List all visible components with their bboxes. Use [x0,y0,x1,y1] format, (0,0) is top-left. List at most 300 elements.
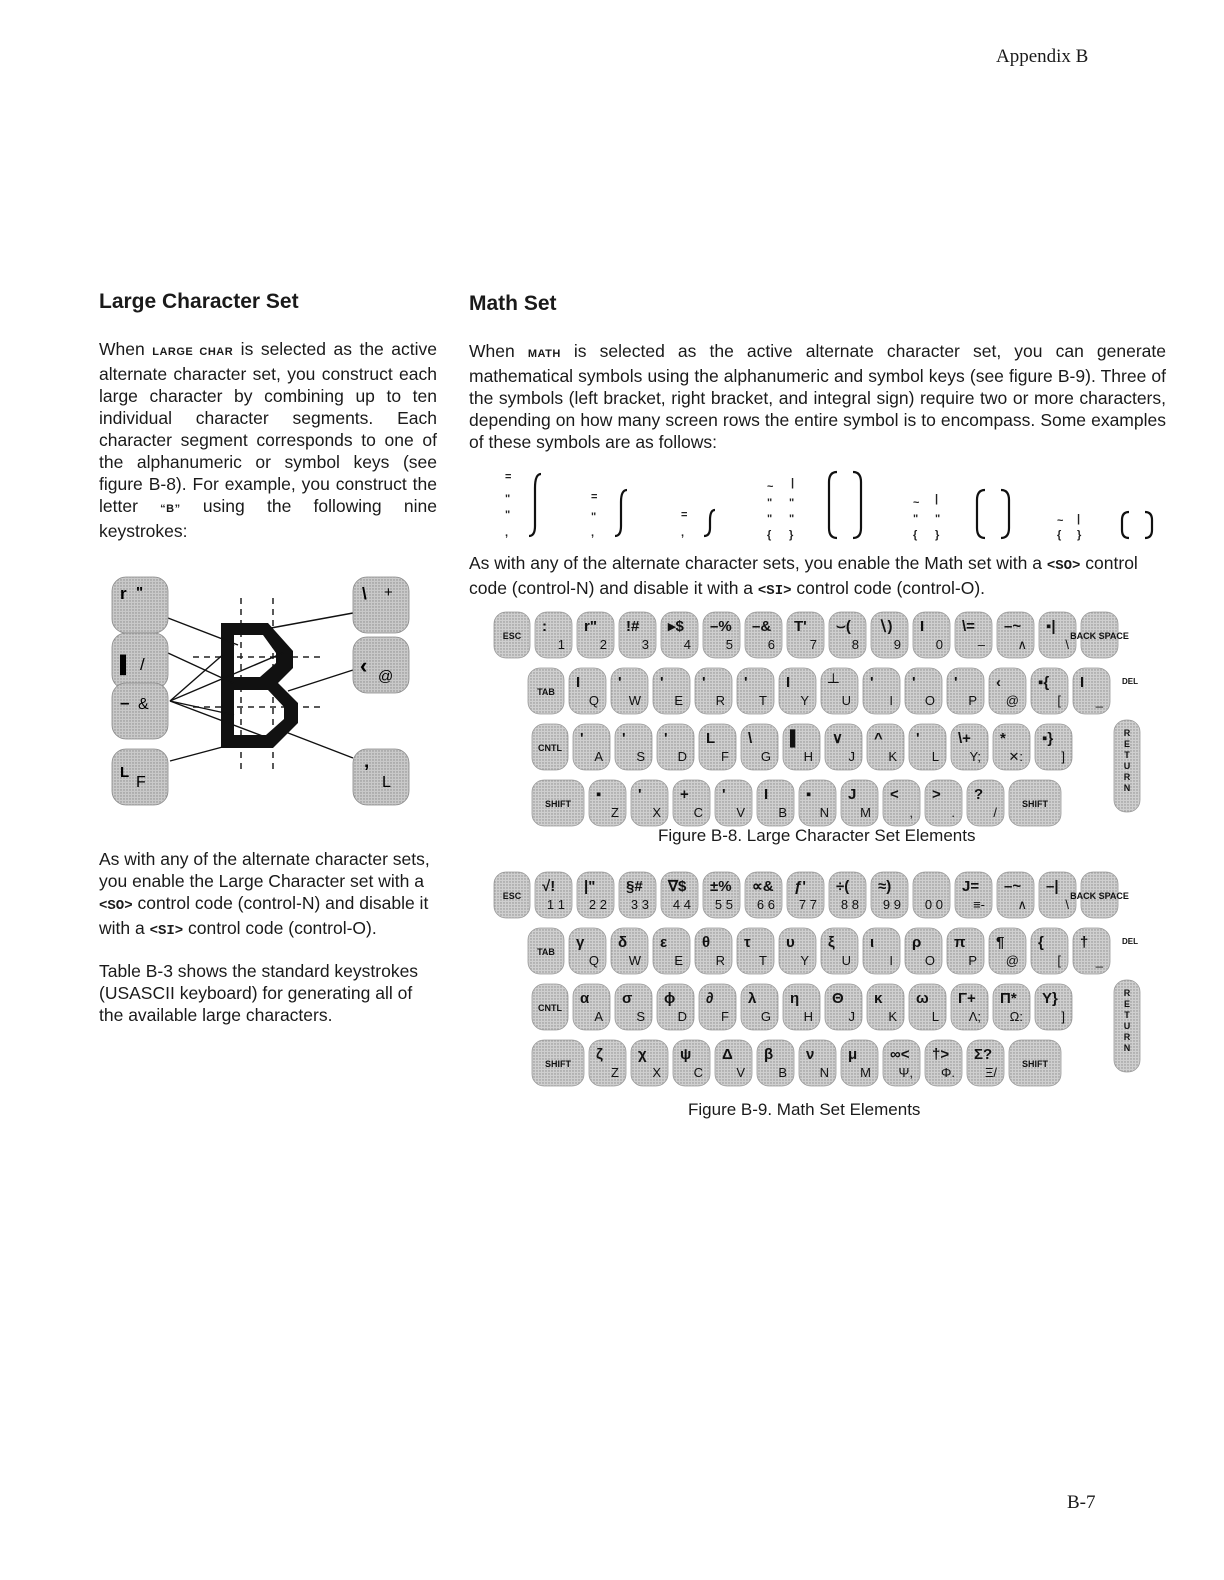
key-tab [528,928,564,974]
key-y [779,928,816,974]
key-glyph: D [677,1009,687,1024]
key-3-3 [619,872,656,918]
right-bracket-3-row [1001,490,1009,538]
key-glyph: 7 7 [798,897,817,912]
key-] [1035,984,1072,1030]
key-glyph: T [759,953,767,968]
return-letter: R [1123,988,1131,998]
key-glyph: 3 [641,637,649,652]
key-d [657,724,694,770]
b-key-at [353,637,409,693]
integral-2-row [704,510,715,536]
key-glyph: L [382,774,391,791]
math-set-keyboard [494,872,1154,1080]
key-glyph: ∇$ [668,878,687,895]
key-glyph: ∧ [1017,897,1027,912]
key-glyph: R [715,693,725,708]
key-glyph: Σ? [974,1046,993,1063]
key-glyph: –% [710,618,732,635]
key-6 [745,612,782,658]
page-number: B-7 [1067,1492,1096,1513]
key-glyph: @ [1005,953,1019,968]
key-glyph: ν [806,1046,815,1063]
key-glyph: λ [748,990,757,1007]
key-– [955,612,992,658]
key-glyph: ✕: [1008,749,1023,764]
key-glyph: ' [722,786,726,803]
key-glyph: { [1038,934,1044,951]
key-m [841,780,878,826]
key-[ [1031,928,1068,974]
key-glyph: κ [874,990,883,1007]
key-u [821,928,858,974]
key-n [799,1040,836,1086]
key-glyph: ▪{ [1038,674,1050,691]
text: using the following nine keystrokes: [99,496,437,541]
key-r [695,928,732,974]
key-label: TAB [537,947,555,957]
key-m [841,1040,878,1086]
key-glyph: \ [362,584,367,603]
key-glyph: ∧ [1017,637,1027,652]
key-cntl [532,984,568,1030]
key-glyph: Λ; [968,1009,981,1024]
key-glyph: V [736,1065,745,1080]
so-code: <SO> [1046,558,1081,574]
key-glyph: 0 0 [924,897,943,912]
key-glyph: V [736,805,745,820]
key-d [657,984,694,1030]
key-glyph: K [888,749,897,764]
key-_ [1073,928,1110,974]
key-label: CNTL [538,743,562,753]
key-glyph: L [931,749,939,764]
si-code: <SI> [757,583,792,599]
key-s [615,724,652,770]
key-glyph: ' [702,674,706,691]
key-4 [661,612,698,658]
key-glyph: ζ [596,1046,603,1063]
key-glyph: ' [580,730,584,747]
key-glyph: ∝& [752,878,774,895]
key-label: SHIFT [1022,1059,1048,1069]
key-. [925,780,962,826]
del-label: DEL [1122,677,1138,686]
return-letter: N [1123,783,1131,793]
key-glyph: ▪} [1042,730,1054,747]
key-glyph: K [888,1009,897,1024]
key-glyph: 4 [683,637,691,652]
b-key-ampersand [112,683,168,739]
svg-text:~: ~ [913,497,920,509]
key-glyph: H [803,749,813,764]
key-esc [494,872,530,918]
key-x [631,1040,668,1086]
key-glyph: . [951,805,955,820]
key-glyph: |" [584,878,596,895]
left-bracket-4-row [829,472,837,538]
key-glyph: ┴ [828,674,839,691]
key-glyph: I [764,786,769,803]
key-glyph: Y [800,953,809,968]
letter-b-shape [221,623,298,748]
key-b [757,780,794,826]
key-glyph: r" [584,618,597,635]
key-glyph: R [715,953,725,968]
b-key-r [112,577,168,633]
key-0 [913,612,950,658]
key-glyph: P [968,693,977,708]
key-glyph: ‹ [360,653,368,678]
key-glyph: Y [800,693,809,708]
svg-text:|: | [1077,513,1081,525]
key-glyph: < [890,786,899,803]
key-glyph: 5 [725,637,733,652]
key-glyph: r [120,584,127,603]
key-glyph: Ω: [1009,1009,1023,1024]
key-return [1114,720,1140,812]
large-character-keyboard [494,612,1154,820]
key-glyph: ^ [874,730,883,747]
key-glyph: Δ [722,1046,733,1063]
key-glyph: Y; [969,749,981,764]
b-key-l [353,749,409,805]
math-intro-paragraph [469,340,1166,453]
key-glyph: ▪| [1046,618,1056,635]
key-glyph: ' [622,730,626,747]
key-glyph: I [920,618,925,635]
key-8 [829,612,866,658]
key-a [573,984,610,1030]
svg-text:": " [789,497,795,509]
key-y [779,668,816,714]
svg-text:": " [505,509,511,521]
key-glyph: I [576,674,581,691]
key-glyph: G [760,749,771,764]
key-glyph: F [721,749,729,764]
key-l [909,724,946,770]
svg-text:{: { [913,529,918,541]
key-glyph: η [790,990,800,1007]
key-glyph: M [860,805,871,820]
key-glyph: > [932,786,941,803]
key-glyph: Π* [1000,990,1017,1007]
key-4-4 [661,872,698,918]
key-glyph: L [931,1009,939,1024]
key-h [783,984,820,1030]
svg-text:": " [591,511,597,523]
return-letter: U [1123,1021,1131,1031]
key-glyph: A [594,749,603,764]
key-glyph: I [889,953,893,968]
return-letter: U [1123,761,1131,771]
key-label: ESC [502,891,522,901]
key-glyph: δ [618,934,628,951]
key-glyph: –& [752,618,772,635]
left-bracket-2-row [1122,512,1129,538]
key-glyph: √! [542,878,556,895]
key-glyph: 9 [893,637,901,652]
key-glyph: 0 [935,637,943,652]
return-letter: R [1123,728,1131,738]
key-∧ [997,872,1034,918]
key-glyph: 2 [599,637,607,652]
svg-text:~: ~ [1057,515,1064,527]
key-glyph: : [542,618,547,635]
key-glyph: U [841,693,851,708]
key-glyph: ' [618,674,622,691]
key-label: BACK SPACE [1070,631,1129,641]
key-p [947,668,984,714]
key-shift [532,1040,584,1086]
key-glyph: Υ} [1042,990,1058,1007]
return-letter: T [1124,750,1130,760]
b-key-slash [112,633,168,689]
key-glyph: ξ [828,934,835,951]
key-glyph: 8 8 [840,897,859,912]
svg-text:": " [913,513,919,525]
key-glyph: \+ [958,730,971,747]
key-glyph: J= [962,878,980,895]
text: control code (control-N) and disable it with a [469,553,1138,598]
key-9 [871,612,908,658]
key-tab [528,668,564,714]
svg-text:": " [935,513,941,525]
key-del [1122,677,1138,686]
key-o [905,928,942,974]
svg-text:,: , [505,527,509,539]
key-ψ, [883,1040,920,1086]
key-j [825,724,862,770]
key-glyph: ƒ' [794,878,806,895]
key-glyph: β [764,1046,774,1063]
key-glyph: – [120,693,130,712]
svg-text:": " [789,513,795,525]
key-glyph: ≡- [973,897,985,912]
key-label: TAB [537,687,555,697]
key-glyph: B [778,805,787,820]
math-key: MATH [527,348,561,360]
key-u [821,668,858,714]
large-char-key: LARGE CHAR [152,346,234,358]
svg-text:|: | [791,477,795,489]
key-glyph: \ [1065,897,1069,912]
math-enable-paragraph [469,552,1166,602]
svg-text:~: ~ [767,481,774,493]
key-x [631,780,668,826]
key-glyph: J [848,1009,855,1024]
key-shift [532,780,584,826]
key-glyph: _ [1095,953,1103,968]
key-1-1 [535,872,572,918]
key-glyph: \ [1065,637,1069,652]
svg-text:}: } [789,529,794,541]
key-glyph: ι [870,934,875,951]
figure-b9-caption: Figure B-9. Math Set Elements [688,1100,921,1119]
key-glyph: O [924,693,935,708]
svg-text:|: | [935,493,939,505]
svg-text:=: = [505,471,512,483]
key-glyph: J [848,786,857,803]
key-ω: [993,984,1030,1030]
key-glyph: ∖) [878,618,893,635]
key-glyph: \= [962,618,975,635]
key-glyph: ] [1061,1009,1065,1024]
key-glyph: P [968,953,977,968]
running-header: Appendix B [996,46,1089,67]
key-glyph: ρ [912,934,922,951]
key-glyph: I [1080,674,1085,691]
key-glyph: N [819,805,829,820]
key-glyph: Φ. [941,1065,955,1080]
key-λ; [951,984,988,1030]
svg-text:,: , [681,527,685,539]
key-e [653,668,690,714]
large-b-segment-diagram [108,573,413,805]
key-glyph: + [384,584,393,601]
key-glyph: T [759,693,767,708]
key-glyph: L [706,730,716,747]
key-glyph: χ [638,1046,647,1063]
key-✕: [993,724,1030,770]
left-bracket-3-row [977,490,985,538]
key-del [1122,937,1138,946]
text: As with any of the alternate character sets, you enable the Math set with a [469,553,1047,573]
key-glyph: J [848,749,855,764]
return-letter: E [1123,739,1131,749]
key-glyph: ▌ [790,730,801,747]
key-glyph: & [138,696,149,713]
key-[ [1031,668,1068,714]
key-glyph: " [136,584,144,601]
key-glyph: Γ+ [958,990,976,1007]
key-f [699,724,736,770]
key-glyph: 9 9 [882,897,901,912]
key-shift [1009,780,1061,826]
key-glyph: C [693,1065,703,1080]
key-glyph: 2 2 [588,897,607,912]
key-e [653,928,690,974]
key-w [611,928,648,974]
key-glyph: 6 6 [756,897,775,912]
return-letter: T [1124,1010,1130,1020]
key-j [825,984,862,1030]
key-] [1035,724,1072,770]
text: control code (control-O). [791,578,986,598]
b-key-backslash [353,577,409,633]
key-glyph: B [778,1065,787,1080]
key-glyph: ϕ [664,990,676,1007]
key-glyph: E [674,693,683,708]
key-7-7 [787,872,824,918]
key-glyph: ∨ [832,730,843,747]
key-≡- [955,872,992,918]
key-glyph: Q [588,953,599,968]
key-glyph: Θ [832,990,844,1007]
key-g [741,724,778,770]
b-key-f [112,749,168,805]
figure-b8-caption: Figure B-8. Large Character Set Elements [658,826,976,845]
key-label: SHIFT [545,1059,571,1069]
key-glyph: † [1080,934,1089,951]
key-9-9 [871,872,908,918]
key-glyph: –| [1046,878,1059,895]
math-symbol-examples [495,466,1165,542]
key-∧ [997,612,1034,658]
key-glyph: _ [1095,693,1103,708]
key-glyph: 1 1 [546,897,565,912]
key-glyph: ▪ [806,786,812,803]
key-glyph: α [580,990,590,1007]
key-glyph: ▪ [596,786,602,803]
key-glyph: ω [916,990,929,1007]
text: As with any of the alternate character sets, you enable the Large Character set with a [99,849,430,891]
key-glyph: * [1000,730,1006,747]
key-2-2 [577,872,614,918]
key-return [1114,980,1140,1072]
key-glyph: F [721,1009,729,1024]
table-b3-paragraph: Table B-3 shows the standard keystrokes (USASCII keyboard) for generating all of the available large characters. [99,961,419,1025]
key-glyph: π [954,934,966,951]
key-cntl [532,724,568,770]
key-glyph: \ [748,730,753,747]
key-glyph: – [977,637,985,652]
key-glyph: ∞< [890,1046,910,1063]
key-label: CNTL [538,1003,562,1013]
right-bracket-4-row [853,472,861,538]
key-glyph: §# [626,878,643,895]
key-glyph: + [680,786,689,803]
large-char-intro-paragraph [99,338,437,542]
key-5-5 [703,872,740,918]
key-7 [787,612,824,658]
right-bracket-2-row [1145,512,1152,538]
return-letter: N [1123,1043,1131,1053]
key-shift [1009,1040,1061,1086]
key-p [947,928,984,974]
key-_ [1073,668,1110,714]
large-character-set-heading: Large Character Set [99,290,299,313]
key-t [737,928,774,974]
key-glyph: I [889,693,893,708]
key-v [715,780,752,826]
integral-3-row [615,490,627,536]
key-c [673,1040,710,1086]
key-glyph: / [140,655,145,674]
key-glyph: ▸$ [668,618,684,635]
key-glyph: , [909,805,913,820]
key-2 [577,612,614,658]
svg-text:": " [767,497,773,509]
return-letter: R [1123,1032,1131,1042]
key-back-space [1070,612,1129,658]
key-glyph: ' [638,786,642,803]
return-letter: R [1123,772,1131,782]
key-v [715,1040,752,1086]
key-glyph: ' [660,674,664,691]
key-glyph: ’ [364,762,370,783]
key-s [615,984,652,1030]
key-glyph: γ [576,934,585,951]
key-glyph: 3 3 [630,897,649,912]
del-label: DEL [1122,937,1138,946]
letter-b: “B” [160,503,181,515]
key-b [757,1040,794,1086]
key-q [569,928,606,974]
key-glyph: !# [626,618,640,635]
key-r [695,668,732,714]
key-glyph: ' [744,674,748,691]
